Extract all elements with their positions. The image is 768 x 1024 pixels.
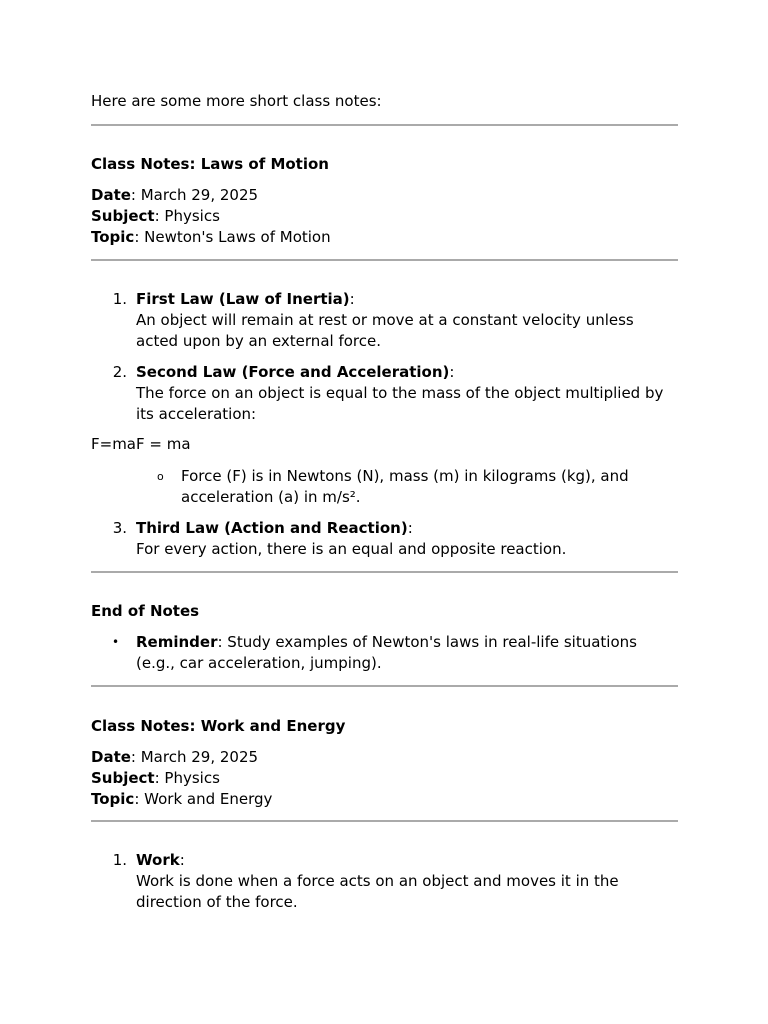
list-number: 1. <box>112 290 127 308</box>
list-item-work <box>136 850 678 913</box>
reminder-text: : Study examples of Newton's laws in real-life situations (e.g., car acceleration, jumping). <box>136 633 637 672</box>
law-title: Second Law (Force and Acceleration) <box>136 363 450 381</box>
meta-subject <box>91 206 678 227</box>
meta-date <box>91 185 678 206</box>
colon: : <box>407 519 413 537</box>
sub-bullet-marker: o <box>157 470 164 483</box>
sub-bullet-units: Force (F) is in Newtons (N), mass (m) in kilograms (kg), and acceleration (a) in m/s². <box>181 467 629 506</box>
intro-text: Here are some more short class notes: <box>91 92 382 110</box>
law-body: The force on an object is equal to the mass of the object multiplied by its acceleration: <box>136 384 664 423</box>
divider <box>91 259 678 261</box>
meta-topic <box>91 227 678 248</box>
divider <box>91 571 678 573</box>
law-title: Third Law (Action and Reaction) <box>136 519 408 537</box>
item-body: Work is done when a force acts on an object and moves it in the direction of the force. <box>136 872 619 911</box>
meta-label: Topic <box>91 790 135 808</box>
meta-date <box>91 747 678 768</box>
divider <box>91 820 678 822</box>
formula: F=maF = ma <box>91 435 191 453</box>
meta-label: Subject <box>91 769 155 787</box>
list-item-first-law <box>136 289 678 352</box>
list-item-third-law <box>136 518 678 560</box>
meta-value: : March 29, 2025 <box>130 186 259 204</box>
bullet-marker: • <box>112 635 120 649</box>
divider <box>91 124 678 126</box>
meta-label: Date <box>91 748 131 766</box>
end-of-notes-heading: End of Notes <box>91 602 200 620</box>
law-body: An object will remain at rest or move at a constant velocity unless acted upon by an external force. <box>136 311 634 350</box>
meta-label: Topic <box>91 228 135 246</box>
list-number: 2. <box>112 363 127 381</box>
meta-value: : Physics <box>154 207 220 225</box>
note-title: Class Notes: Laws of Motion <box>91 155 329 173</box>
meta-value: : Work and Energy <box>134 790 273 808</box>
meta-label: Subject <box>91 207 155 225</box>
colon: : <box>349 290 355 308</box>
law-body: For every action, there is an equal and opposite reaction. <box>136 540 567 558</box>
reminder-item <box>136 632 678 674</box>
divider <box>91 685 678 687</box>
list-number: 3. <box>112 519 127 537</box>
note-title: Class Notes: Work and Energy <box>91 717 346 735</box>
law-title: First Law (Law of Inertia) <box>136 290 350 308</box>
meta-label: Date <box>91 186 131 204</box>
reminder-label: Reminder <box>136 633 218 651</box>
meta-value: : March 29, 2025 <box>130 748 259 766</box>
list-number: 1. <box>112 851 127 869</box>
meta-topic <box>91 789 678 810</box>
meta-value: : Newton's Laws of Motion <box>134 228 331 246</box>
meta-value: : Physics <box>154 769 220 787</box>
item-title: Work <box>136 851 180 869</box>
colon: : <box>449 363 455 381</box>
colon: : <box>179 851 185 869</box>
meta-subject <box>91 768 678 789</box>
list-item-second-law <box>136 362 678 425</box>
